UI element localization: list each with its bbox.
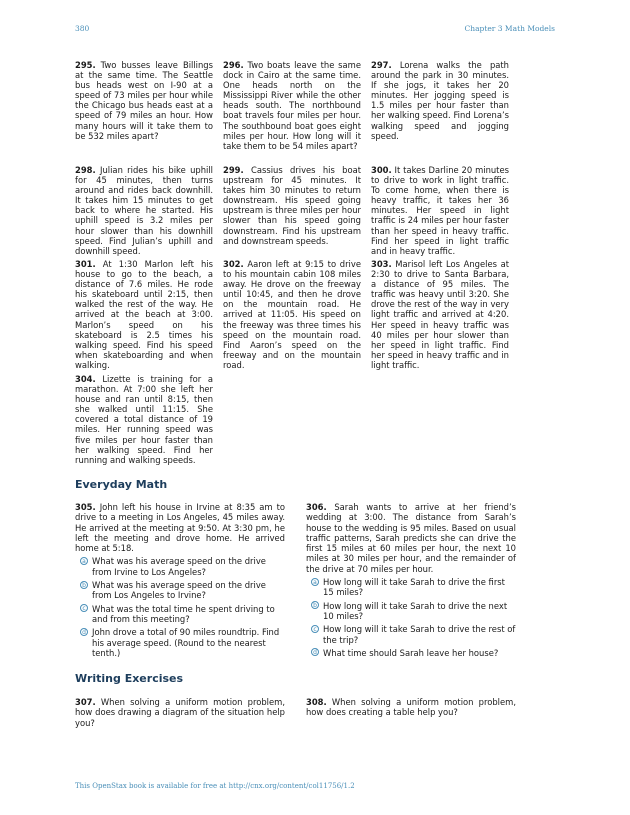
problem-number: 304. <box>75 374 96 384</box>
subquestion-d <box>311 648 516 658</box>
problem-stem <box>75 502 285 553</box>
chapter-title: Chapter 3 Math Models <box>464 24 555 33</box>
problem-stem <box>306 502 516 574</box>
subquestion-text: What was his average speed on the drive from Irvine to Los Angeles? <box>92 556 266 577</box>
problem-298 <box>75 165 213 256</box>
problem-number: 295. <box>75 60 96 70</box>
subquestion-c <box>80 604 285 625</box>
problem-text: At 1:30 Marlon left his house to go to the beach, a distance of 7.6 miles. He rode his skateboard until 2:15, then walked the rest of the way. He arrived at the beach at 3:00. Marlon’s speed on his skateboard is 2.5 times his walking speed. Find his speed when skateboarding and when walking. <box>75 259 213 370</box>
letter-a-icon: a <box>311 578 319 586</box>
problem-number: 307. <box>75 697 96 707</box>
subquestion-text: How long will it take Sarah to drive the rest of the trip? <box>323 624 516 645</box>
problem-text: Two boats leave the same dock in Cairo at the same time. One heads north on the Mississippi River while the other heads south. The northbound boat travels four miles per hour. The southbound boat goes eight miles per hour. How long will it take them to be 54 miles apart? <box>223 60 361 151</box>
problem-number: 297. <box>371 60 392 70</box>
problem-text: Two busses leave Billings at the same time. The Seattle bus heads west on I-90 at a speed of 73 miles per hour while the Chicago bus heads east at a speed of 79 miles an hour. How many hours will it take them to be 532 miles apart? <box>75 60 213 141</box>
section-title-everyday-math: Everyday Math <box>75 478 168 491</box>
subquestion-a <box>80 556 285 577</box>
subquestion-a <box>311 577 516 598</box>
problem-text: Julian rides his bike uphill for 45 minutes, then turns around and rides back downhill. It takes him 15 minutes to get back to where he started. His uphill speed is 3.2 miles per hour slower than his downhill speed. Find Julian’s uphill and downhill speed. <box>75 165 213 256</box>
problem-303 <box>371 259 509 370</box>
problem-number: 296. <box>223 60 244 70</box>
subquestion-text: John drove a total of 90 miles roundtrip. Find his average speed. (Round to the nearest tenth.) <box>92 627 280 658</box>
problem-text: Aaron left at 9:15 to drive to his mountain cabin 108 miles away. He drove on the freeway until 10:45, and then he drove on the mountain road. He arrived at 11:05. His speed on the freeway was three times his speed on the mountain road. Find Aaron’s speed on the freeway and on the mountain road. <box>223 259 361 370</box>
problem-295 <box>75 60 213 141</box>
problem-number: 300. <box>371 165 392 175</box>
problem-text: When solving a uniform motion problem, how does creating a table help you? <box>306 697 516 718</box>
problem-297 <box>371 60 509 141</box>
problem-300 <box>371 165 509 256</box>
letter-d-icon: d <box>311 648 319 656</box>
subquestion-text: What time should Sarah leave her house? <box>323 647 499 658</box>
problem-text: It takes Darline 20 minutes to drive to work in light traffic. To come home, when there is heavy traffic, it takes her 36 minutes. Her speed in light traffic is 24 miles per hour faster than her speed in heavy traffic. Find her speed in light traffic and in heavy traffic. <box>371 165 509 256</box>
problem-296 <box>223 60 361 151</box>
problem-number: 299. <box>223 165 244 175</box>
problem-302 <box>223 259 361 370</box>
problem-text: Lorena walks the path around the park in 30 minutes. If she jogs, it takes her 20 minutes. Her jogging speed is 1.5 miles per hour faster than her walking speed. Find Lorena’s walking speed and jogging speed. <box>371 60 509 141</box>
problem-299 <box>223 165 361 246</box>
problem-number: 308. <box>306 697 327 707</box>
footer-link-text: This OpenStax book is available for free at http://cnx.org/content/col11756/1.2 <box>75 782 355 790</box>
problem-304 <box>75 374 213 465</box>
page-number: 380 <box>75 24 90 33</box>
problem-number: 301. <box>75 259 96 269</box>
letter-c-icon: c <box>311 625 319 633</box>
letter-b-icon: b <box>311 601 319 609</box>
subquestion-c <box>311 624 516 645</box>
problem-text: Lizette is training for a marathon. At 7:00 she left her house and ran until 8:15, then she walked until 11:15. She covered a total distance of 19 miles. Her running speed was five miles per hour faster than her walking speed. Find her running and walking speeds. <box>75 374 213 465</box>
problem-number: 302. <box>223 259 244 269</box>
section-title-writing-exercises: Writing Exercises <box>75 672 184 685</box>
subquestion-b <box>311 601 516 622</box>
problem-text: Cassius drives his boat upstream for 45 minutes. It takes him 30 minutes to return downstream. His speed going upstream is three miles per hour slower than his speed going downstream. Find his upstream and downstream speeds. <box>223 165 361 246</box>
problem-number: 303. <box>371 259 392 269</box>
problem-text: Sarah wants to arrive at her friend’s wedding at 3:00. The distance from Sarah’s house to the wedding is 95 miles. Based on usual traffic patterns, Sarah predicts she can drive the first 15 miles at 60 miles per hour, the next 10 miles at 30 miles per hour, and the remainder of the drive at 70 miles per hour. <box>306 502 517 574</box>
problem-308 <box>306 697 516 718</box>
problem-text: Marisol left Los Angeles at 2:30 to drive to Santa Barbara, a distance of 95 miles. The traffic was heavy until 3:20. She drove the rest of the way in very light traffic and arrived at 4:20. Her speed in heavy traffic was 40 miles per hour slower than her speed in light traffic. Find her speed in heavy traffic and in light traffic. <box>371 259 509 370</box>
problem-number: 306. <box>306 502 327 512</box>
problem-text: When solving a uniform motion problem, how does drawing a diagram of the situation help you? <box>75 697 285 728</box>
problem-305 <box>75 502 285 661</box>
problem-307 <box>75 697 285 728</box>
letter-d-icon: d <box>80 628 88 636</box>
letter-a-icon: a <box>80 557 88 565</box>
letter-b-icon: b <box>80 581 88 589</box>
problem-number: 305. <box>75 502 96 512</box>
subquestion-d <box>80 627 285 658</box>
problem-text: John left his house in Irvine at 8:35 am to drive to a meeting in Los Angeles, 45 miles away. He arrived at the meeting at 9:50. At 3:30 pm, he left the meeting and drove home. He arrived home at 5:18. <box>75 502 285 554</box>
subquestion-b <box>80 580 285 601</box>
subquestion-text: How long will it take Sarah to drive the first 15 miles? <box>323 577 505 598</box>
subquestion-text: What was his average speed on the drive from Los Angeles to Irvine? <box>92 580 266 601</box>
problem-306 <box>306 502 516 661</box>
problem-number: 298. <box>75 165 96 175</box>
letter-c-icon: c <box>80 604 88 612</box>
subquestion-text: How long will it take Sarah to drive the next 10 miles? <box>323 600 508 621</box>
problem-301 <box>75 259 213 370</box>
subquestion-text: What was the total time he spent driving to and from this meeting? <box>92 603 275 624</box>
